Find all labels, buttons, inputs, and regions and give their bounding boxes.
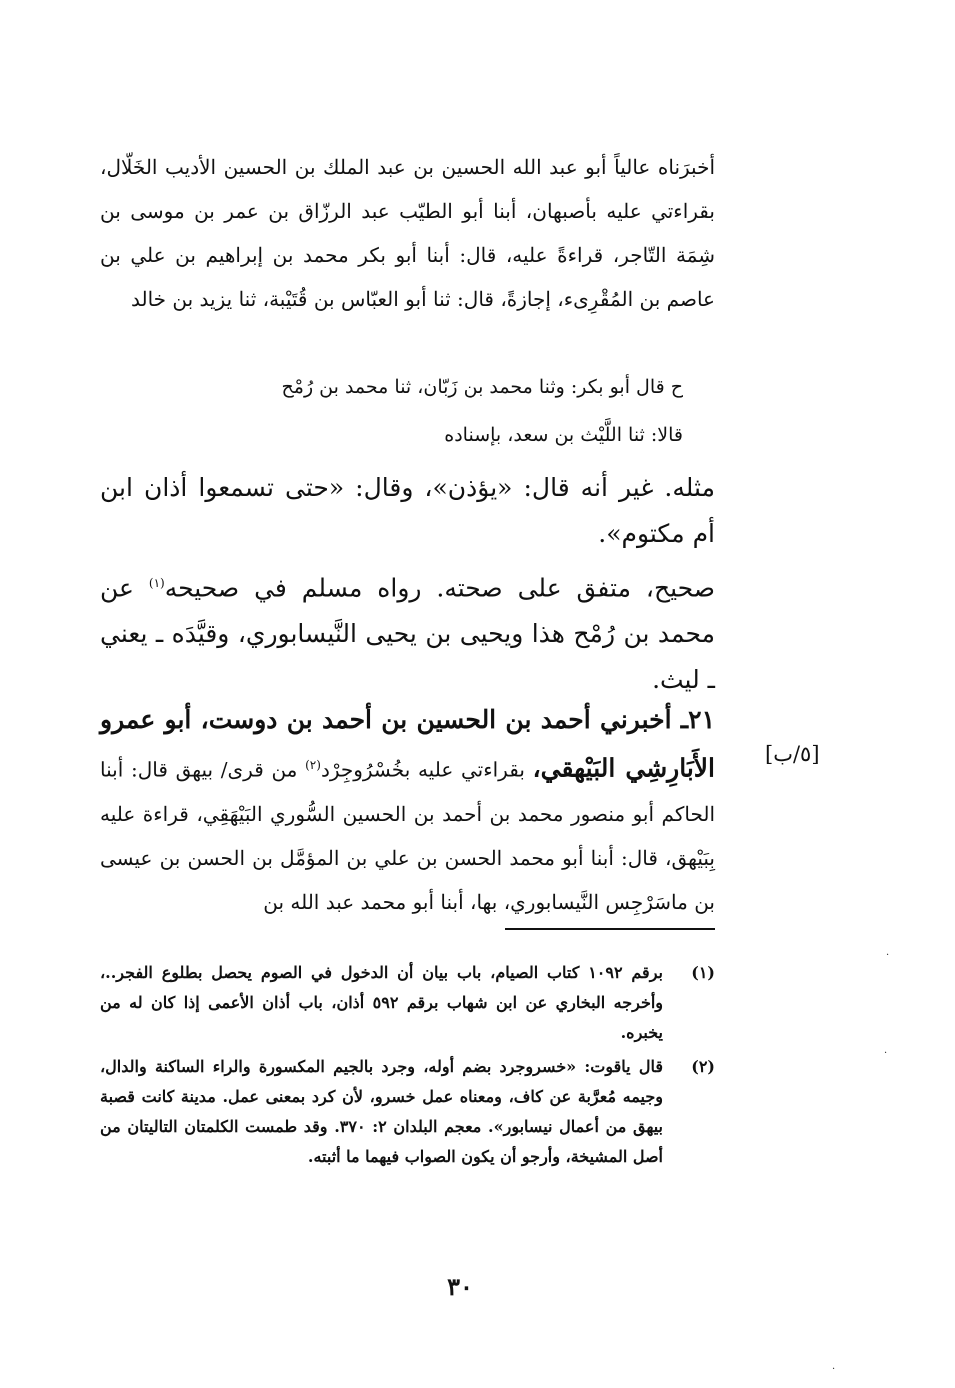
scan-speck: ·: [886, 950, 890, 961]
isnad-line-ha: ح قال أبو بكر: وثنا محمد بن زَبّان، ثنا محمد بن رُمْح: [281, 376, 683, 398]
page-number: ٣٠: [447, 1272, 473, 1301]
hadith-21-text-a: بقراءتي عليه بخُسْرُوجِرْد: [320, 757, 533, 782]
footnote-ref-1[interactable]: (١): [148, 576, 165, 590]
paragraph-isnad-1: [100, 145, 715, 321]
footnotes-section: [100, 958, 715, 1176]
paragraph-takhrij: [100, 560, 715, 703]
footnote-1-text: برقم ١٠٩٢ كتاب الصيام، باب بيان أن الدخول في الصوم يحصل بطلوع الفجر..، وأخرجه البخاري عن ابن شهاب برقم ٥٩٢ أذان، باب أذان الأعمى إذا كان له من يخبره.: [100, 963, 663, 1042]
footnote-2-number: (٢): [691, 1057, 715, 1076]
takhrij-text-a: صحيح، متفق على صحته. رواه مسلم في صحيحه: [164, 573, 715, 603]
footnote-2-text: قال ياقوت: «خسروجرد بضم أوله، وجرد بالجيم المكسورة والراء الساكنة والدال، وجيمه مُعرَّبة عن كاف، ومعناه عمل خسرو، لأن كرد بمعنى عمل. مدينة كانت قصبة بيهق من أعمال نيسابور». معجم البلدان ٢: ٣٧٠. وقد طمست الكلمتان التاليتان من أصل المشيخة، وأرجو أن يكون الصواب فيهما ما أثبته.: [100, 1057, 663, 1166]
footnote-1: [100, 958, 715, 1048]
footnote-divider: [505, 928, 715, 930]
scan-speck: ·: [884, 1048, 888, 1059]
paragraph-isnad-1-text: أخبرَناه عالياً أبو عبد الله الحسين بن عبد الملك بن الحسين الأديب الخَلّال، بقراءتي عليه بأصبهان، أبنا أبو الطيّب عبد الرزّاق بن عمر بن موسى بن شِمَة التّاجر، قراءةً عليه، قال: أبنا أبو بكر محمد بن إبراهيم بن علي بن عاصم بن المُقْرِىء، إجازةً، قال: ثنا أبو العبّاس بن قُتَيْبة، ثنا يزيد بن خالد: [100, 155, 715, 311]
takhrij-text-b: عن محمد بن رُمْح هذا ويحيى بن يحيى النَّيسابوري، وقيَّدَه ـ يعني ـ ليث.: [100, 573, 715, 695]
paragraph-matn: مثله. غير أنه قال: «يؤذن»، وقال: «حتى تسمعوا أذان ابن أم مكتوم».: [100, 473, 715, 548]
isnad-line-qala: قالا: ثنا اللَّيْث بن سعد، بإسناده: [444, 424, 683, 446]
footnote-1-number: (١): [691, 963, 715, 982]
hadith-21-heading: ٢١ـ أخبرني أحمد بن الحسين بن أحمد بن دوست، أبو عمرو الأَبَارِشِي البَيْهقي،: [100, 705, 716, 783]
footnote-2: [100, 1052, 715, 1172]
manuscript-folio-marker: [٥/ب]: [765, 742, 820, 766]
footnote-ref-2[interactable]: (٢): [305, 758, 321, 772]
hadith-21-text-b: من قرى/ بيهق قال: أبنا الحاكم أبو منصور محمد بن أحمد بن الحسين السُّوري البَيْهَقِي، قراءة عليه بِبَيْهق، قال: أبنا أبو محمد الحسن بن علي بن المؤمَّل بن الحسن بن عيسى بن ماسَرْجِس النَّيسابوري، بها، أبنا أبو محمد عبد الله بن: [100, 757, 715, 914]
scan-speck: ·: [832, 1364, 836, 1375]
paragraph-hadith-21: [100, 698, 715, 924]
